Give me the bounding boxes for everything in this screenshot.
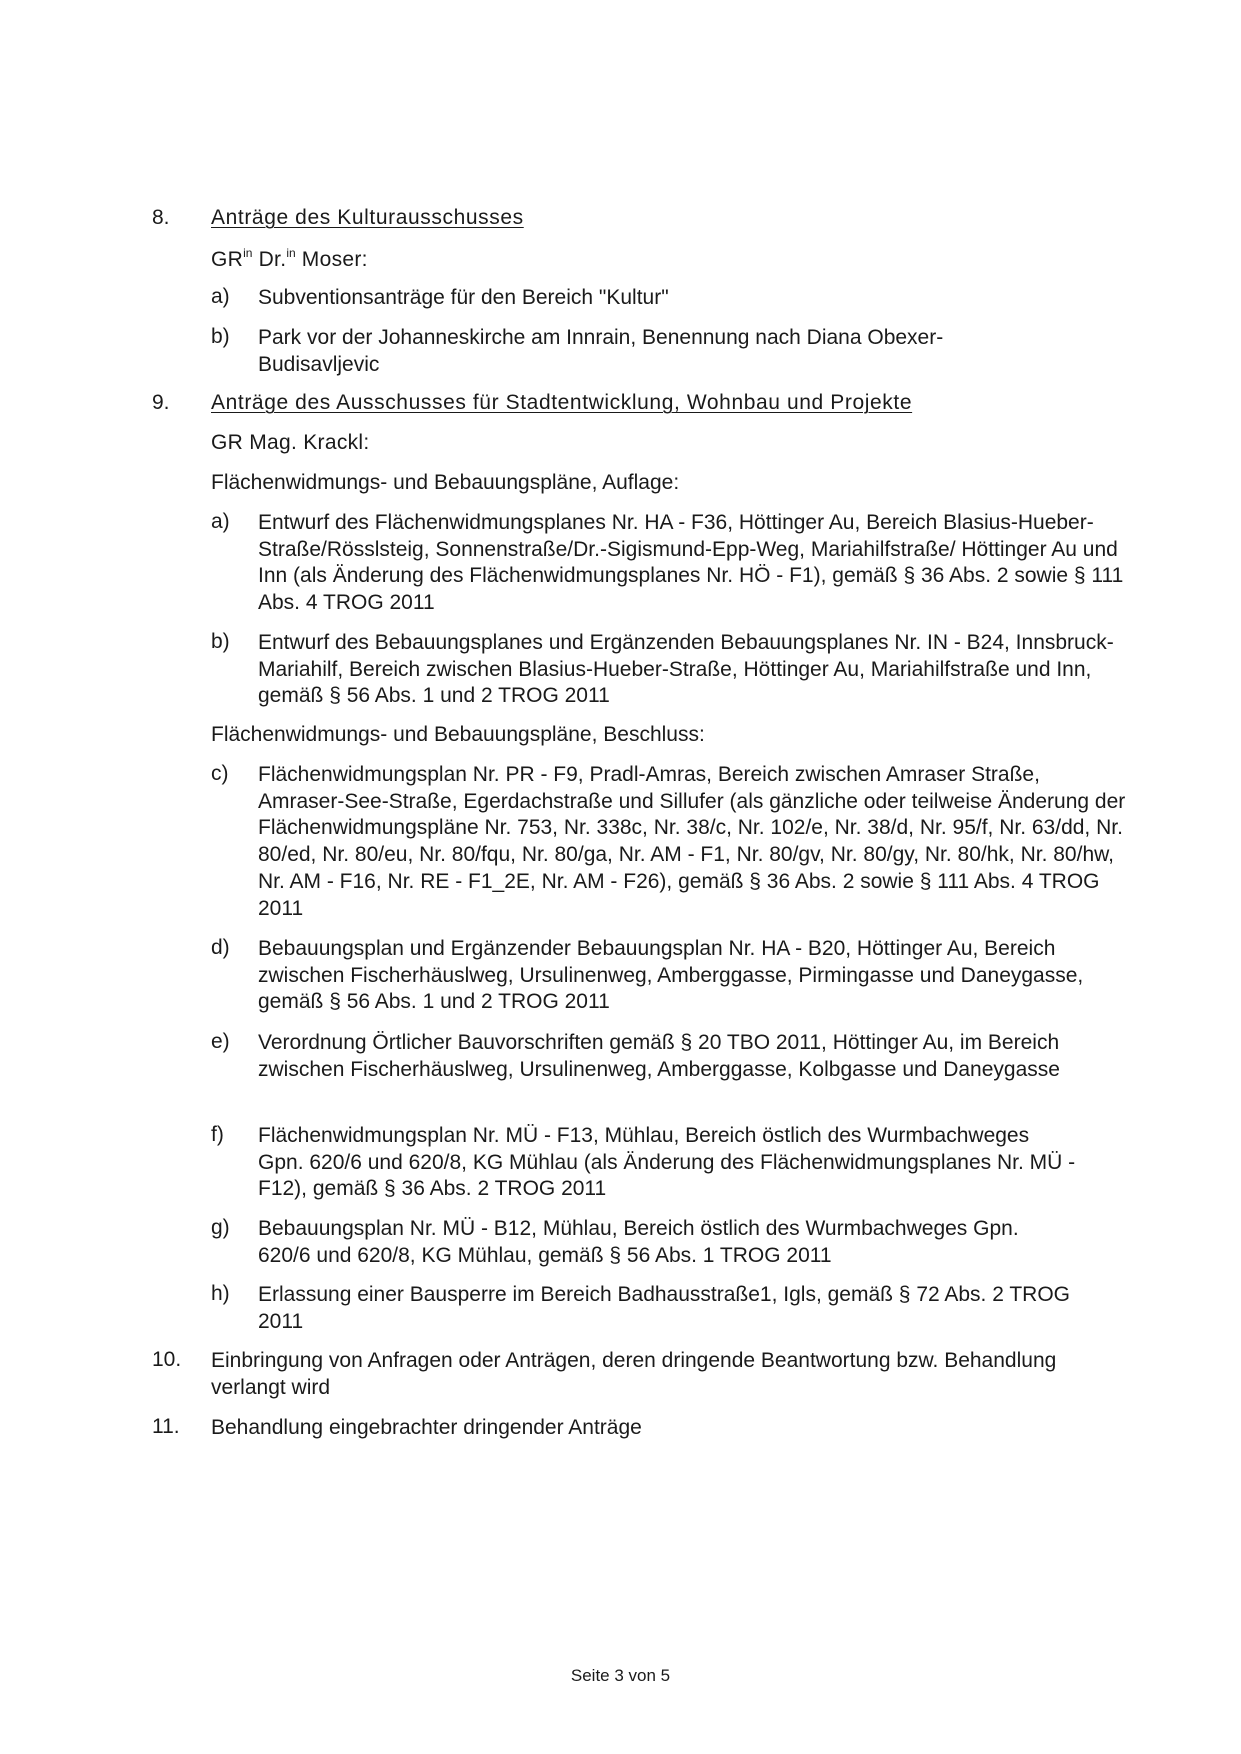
item-number: 9. xyxy=(152,391,170,414)
sub-item-text: Park vor der Johanneskirche am Innrain, Benennung nach Diana Obexer-Budisavljevic xyxy=(258,326,944,376)
speaker: GR Mag. Krackl: xyxy=(211,431,370,454)
item-title: Anträge des Ausschusses für Stadtentwicklung, Wohnbau und Projekte xyxy=(211,391,913,414)
sub-item-letter: a) xyxy=(211,285,230,308)
sub-item-letter: b) xyxy=(211,325,230,348)
sub-item-letter: h) xyxy=(211,1282,230,1305)
section-heading: Flächenwidmungs- und Bebauungspläne, Beschluss: xyxy=(211,723,705,746)
sub-item-letter: c) xyxy=(211,762,229,785)
sub-item-text: Subventionsanträge für den Bereich "Kultur" xyxy=(258,286,669,309)
page-footer: Seite 3 von 5 xyxy=(570,1666,671,1685)
sub-item-text: Entwurf des Bebauungsplanes und Ergänzenden Bebauungsplanes Nr. IN - B24, Innsbruck-Mariahilf, Bereich zwischen Blasius-Hueber-Straße, Höttinger Au, Mariahilfstraße und Inn, gemäß § 56 Abs. 1 und 2 TROG 2011 xyxy=(258,631,1114,708)
sub-item-text: Bebauungsplan und Ergänzender Bebauungsplan Nr. HA - B20, Höttinger Au, Bereich zwischen Fischerhäuslweg, Ursulinenweg, Amberggasse, Pirmingasse und Daneygasse, gemäß § 56 Abs. 1 und 2 TROG 2011 xyxy=(258,937,1084,1014)
sub-item-text: Entwurf des Flächenwidmungsplanes Nr. HA - F36, Höttinger Au, Bereich Blasius-Hueber-Straße/Rösslsteig, Sonnenstraße/Dr.-Sigismund-Epp-Weg, Mariahilfstraße/ Höttinger Au und Inn (als Änderung des Flächenwidmungsplanes Nr. HÖ - F1), gemäß § 36 Abs. 2 sowie § 111 Abs. 4 TROG 2011 xyxy=(258,511,1124,615)
sub-item-letter: b) xyxy=(211,630,230,653)
sub-item-text: Flächenwidmungsplan Nr. PR - F9, Pradl-Amras, Bereich zwischen Amraser Straße, Amraser-See-Straße, Egerdachstraße und Sillufer (als gänzliche oder teilweise Änderung der Flächenwidmungspläne Nr. 753, Nr. 338c, Nr. 38/c, Nr. 102/e, Nr. 38/d, Nr. 95/f, Nr. 63/dd, Nr. 80/ed, Nr. 80/eu, Nr. 80/fqu, Nr. 80/ga, Nr. AM - F1, Nr. 80/gv, Nr. 80/gy, Nr. 80/hk, Nr. 80/hw, Nr. AM - F16, Nr. RE - F1_2E, Nr. AM - F26), gemäß § 36 Abs. 2 sowie § 111 Abs. 4 TROG 2011 xyxy=(258,763,1126,920)
sub-item-text: Verordnung Örtlicher Bauvorschriften gemäß § 20 TBO 2011, Höttinger Au, im Bereich zwischen Fischerhäuslweg, Ursulinenweg, Amberggasse, Kolbgasse und Daneygasse xyxy=(258,1031,1060,1081)
item-title: Anträge des Kulturausschusses xyxy=(211,206,524,229)
item-number: 10. xyxy=(152,1348,182,1371)
sub-item-text: Flächenwidmungsplan Nr. MÜ - F13, Mühlau, Bereich östlich des Wurmbachweges Gpn. 620/6 und 620/8, KG Mühlau (als Änderung des Flächenwidmungsplanes Nr. MÜ - F12), gemäß § 36 Abs. 2 TROG 2011 xyxy=(258,1124,1076,1201)
sub-item-text: Erlassung einer Bausperre im Bereich Badhausstraße1, Igls, gemäß § 72 Abs. 2 TROG 2011 xyxy=(258,1283,1071,1333)
sub-item-letter: d) xyxy=(211,936,230,959)
sub-item-text: Bebauungsplan Nr. MÜ - B12, Mühlau, Bereich östlich des Wurmbachweges Gpn. 620/6 und 620/8, KG Mühlau, gemäß § 56 Abs. 1 TROG 2011 xyxy=(258,1217,1019,1267)
item-number: 8. xyxy=(152,206,170,229)
item-text: Einbringung von Anfragen oder Anträgen, deren dringende Beantwortung bzw. Behandlung verlangt wird xyxy=(211,1349,1057,1399)
speaker: $GR^{in}$ Dr.$^{in}$ Moser: xyxy=(211,246,368,271)
sub-item-letter: g) xyxy=(211,1216,230,1239)
sub-item-letter: f) xyxy=(211,1123,224,1146)
item-number: 11. xyxy=(152,1415,180,1438)
sub-item-letter: e) xyxy=(211,1030,230,1053)
item-text: Behandlung eingebrachter dringender Anträge xyxy=(211,1416,642,1439)
sub-item-letter: a) xyxy=(211,510,230,533)
section-heading: Flächenwidmungs- und Bebauungspläne, Auflage: xyxy=(211,471,680,494)
